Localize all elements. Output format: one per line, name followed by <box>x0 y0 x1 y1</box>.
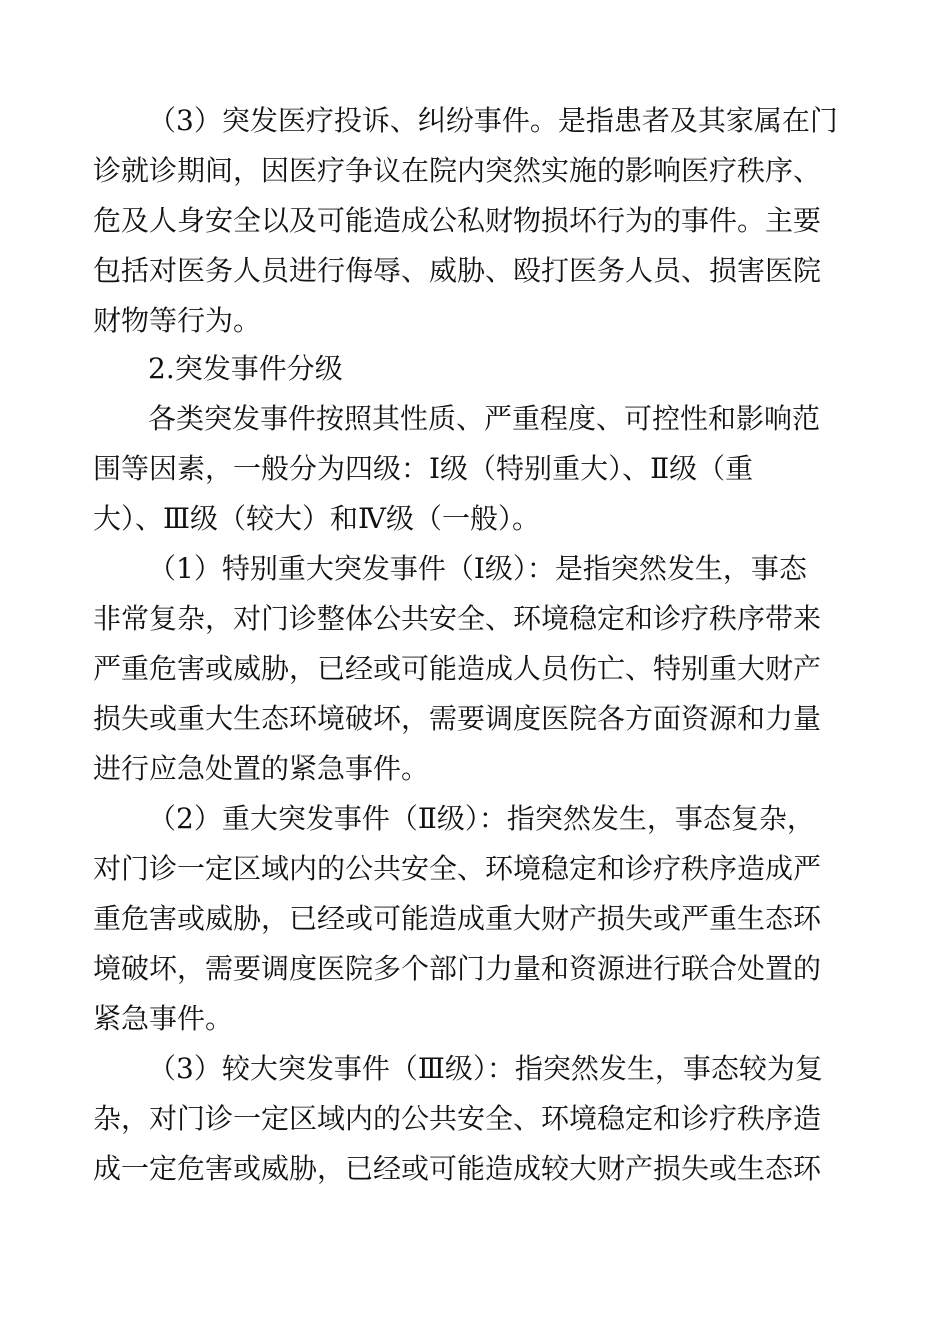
text-line: 围等因素，一般分为四级：Ⅰ级（特别重大）、Ⅱ级（重 <box>93 452 754 485</box>
text-line: 财物等行为。 <box>93 304 262 337</box>
text-line: 成一定危害或威胁，已经或可能造成较大财产损失或生态环 <box>93 1152 822 1185</box>
text-line: 紧急事件。 <box>93 1002 234 1035</box>
text-line: 包括对医务人员进行侮辱、威胁、殴打医务人员、损害医院 <box>93 254 822 287</box>
text-line: 重危害或威胁，已经或可能造成重大财产损失或严重生态环 <box>93 902 822 935</box>
text-line: 杂，对门诊一定区域内的公共安全、环境稳定和诊疗秩序造 <box>93 1102 822 1135</box>
text-line: 非常复杂，对门诊整体公共安全、环境稳定和诊疗秩序带来 <box>93 602 822 635</box>
text-line: 诊就诊期间，因医疗争议在院内突然实施的影响医疗秩序、 <box>93 154 822 187</box>
text-line: （3）较大突发事件（Ⅲ级）：指突然发生，事态较为复 <box>148 1052 823 1085</box>
text-line: 大）、Ⅲ级（较大）和Ⅳ级（一般）。 <box>93 502 540 535</box>
text-line: 严重危害或威胁，已经或可能造成人员伤亡、特别重大财产 <box>93 652 822 685</box>
text-line: 各类突发事件按照其性质、严重程度、可控性和影响范 <box>148 402 821 435</box>
text-line: 损失或重大生态环境破坏，需要调度医院各方面资源和力量 <box>93 702 822 735</box>
text-line: 境破坏，需要调度医院多个部门力量和资源进行联合处置的 <box>93 952 822 985</box>
text-line: （2）重大突发事件（Ⅱ级）：指突然发生，事态复杂， <box>148 802 815 835</box>
text-line: （1）特别重大突发事件（Ⅰ级）：是指突然发生，事态 <box>148 552 807 585</box>
text-line: （3）突发医疗投诉、纠纷事件。是指患者及其家属在门 <box>148 104 838 137</box>
text-line: 进行应急处置的紧急事件。 <box>93 752 430 785</box>
text-line: 对门诊一定区域内的公共安全、环境稳定和诊疗秩序造成严 <box>93 852 822 885</box>
text-line: 危及人身安全以及可能造成公私财物损坏行为的事件。主要 <box>93 204 822 237</box>
section-heading: 2.突发事件分级 <box>148 352 343 385</box>
